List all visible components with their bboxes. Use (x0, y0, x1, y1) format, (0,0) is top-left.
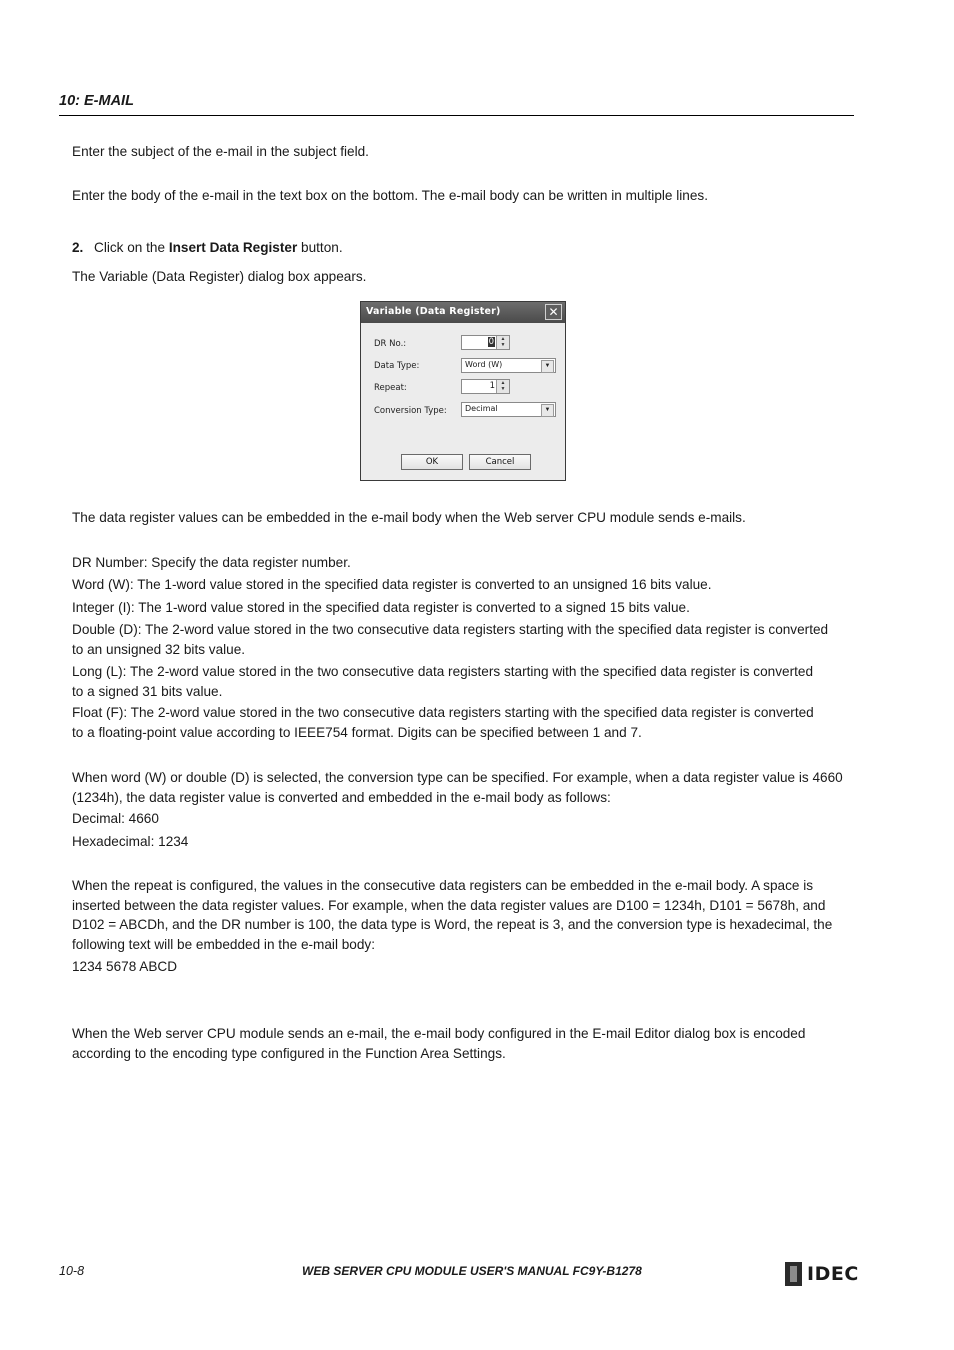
conversion-paragraph: When word (W) or double (D) is selected, the conversion type can be specified. For example, when a data register value is 4660 (1234h), the data register value is converted and embedded in the e-mail body as follows: (72, 770, 843, 805)
repeat-example: 1234 5678 ABCD (72, 959, 178, 974)
dialog-titlebar (361, 302, 565, 323)
step-text-prefix: Click on the (94, 240, 169, 255)
spin-arrows-icon[interactable]: ▲ ▼ (496, 380, 509, 393)
idec-logo-mark-icon (785, 1262, 802, 1286)
dr-no-spinner[interactable] (461, 335, 510, 350)
dr-number-description: DR Number: Specify the data register number. (72, 555, 351, 570)
idec-logo-text: IDEC (807, 1263, 859, 1285)
variable-dialog-screenshot (360, 301, 566, 481)
cancel-button[interactable]: Cancel (469, 454, 531, 470)
encoding-paragraph: When the Web server CPU module sends an e-mail, the e-mail body configured in the E-mail Editor dialog box is encoded according to the encoding type configured in the Function Area Settings. (72, 1026, 806, 1061)
header-divider (59, 115, 854, 116)
dialog-intro: The Variable (Data Register) dialog box appears. (72, 269, 367, 284)
idec-logo (785, 1262, 859, 1286)
dr-no-value: 0 (488, 337, 494, 347)
conversion-type-select[interactable] (461, 402, 556, 417)
data-type-value: Word (W) (465, 360, 503, 369)
chevron-down-icon[interactable]: ▼ (541, 360, 554, 373)
close-icon[interactable]: ✕ (545, 304, 562, 320)
body-paragraph: Enter the body of the e-mail in the text box on the bottom. The e-mail body can be written in multiple lines. (72, 188, 708, 203)
step-number: 2. (72, 240, 84, 255)
repeat-label: Repeat: (374, 383, 407, 393)
data-type-select[interactable] (461, 358, 556, 373)
conversion-type-label: Conversion Type: (374, 406, 447, 416)
ok-button[interactable]: OK (401, 454, 463, 470)
page-number: 10-8 (59, 1264, 85, 1278)
repeat-value: 1 (489, 381, 495, 391)
repeat-paragraph: When the repeat is configured, the values in the consecutive data registers can be embedded in the e-mail body. A space is inserted between the data register values. For example, when the data register values are D100 = 1234h, D101 = 5678h, and D102 = ABCDh, and the DR number is 100, the data type is Word, the repeat is 3, and the conversion type is hexadecimal, the following text will be embedded in the e-mail body: (72, 878, 833, 952)
subject-paragraph: Enter the subject of the e-mail in the subject field. (72, 144, 369, 159)
step-button-name: Insert Data Register (168, 240, 298, 255)
word-description: Word (W): The 1-word value stored in the specified data register is converted to an unsigned 16 bits value. (72, 577, 712, 592)
dr-no-label: DR No.: (374, 339, 407, 349)
dialog-title: Variable (Data Register) (366, 306, 501, 317)
embed-paragraph: The data register values can be embedded in the e-mail body when the Web server CPU module sends e-mails. (72, 510, 746, 525)
data-type-label: Data Type: (374, 361, 420, 371)
conversion-type-value: Decimal (465, 404, 498, 413)
repeat-spinner[interactable] (461, 379, 510, 394)
step-2 (72, 238, 343, 258)
spin-arrows-icon[interactable]: ▲ ▼ (496, 336, 509, 349)
float-description: Float (F): The 2-word value stored in the two consecutive data registers starting with the specified data register is converted to a floating-point value according to IEEE754 format. Digits can be specified between 1 and 7. (72, 705, 814, 740)
decimal-example: Decimal: 4660 (72, 811, 159, 826)
integer-description: Integer (I): The 1-word value stored in the specified data register is converted to a signed 15 bits value. (72, 600, 690, 615)
hexadecimal-example: Hexadecimal: 1234 (72, 834, 189, 849)
chevron-down-icon[interactable]: ▼ (541, 404, 554, 417)
chapter-header: 10: E-MAIL (59, 93, 134, 109)
double-description: Double (D): The 2-word value stored in the two consecutive data registers starting with the specified data register is converted to an unsigned 32 bits value. (72, 622, 829, 657)
footer-manual-title: WEB SERVER CPU MODULE USER'S MANUAL FC9Y-B1278 (302, 1264, 642, 1278)
step-text-suffix: button. (297, 240, 343, 255)
long-description: Long (L): The 2-word value stored in the two consecutive data registers starting with the specified data register is converted to a signed 31 bits value. (72, 664, 813, 699)
